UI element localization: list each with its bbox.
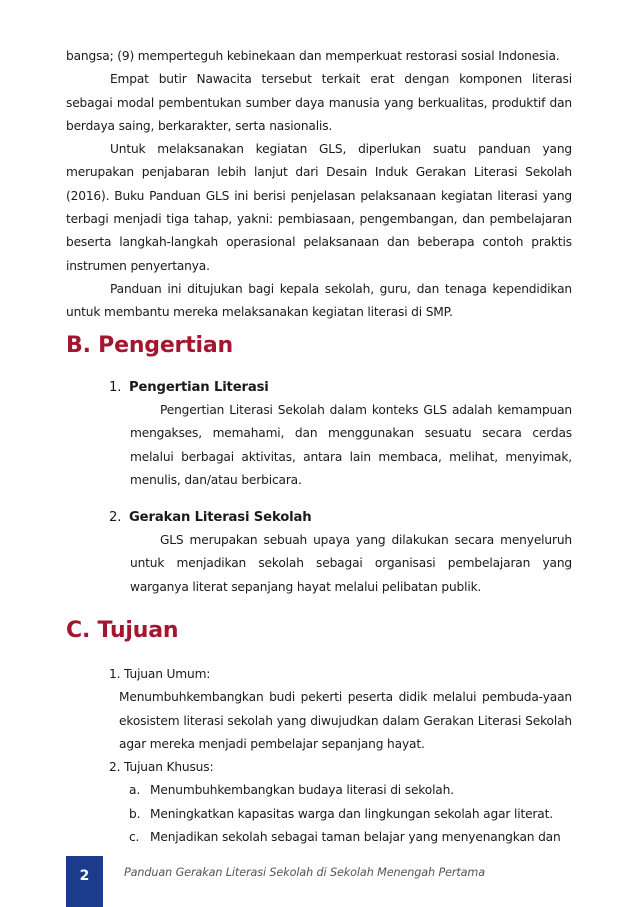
intro-text <box>66 45 572 325</box>
subsection-body-literasi: Pengertian Literasi Sekolah dalam konteks GLS adalah kemampuan mengakses, memahami, dan menggunakan sesuatu secara cerdas melalui berbagai aktivitas, antara lain membaca, melihat, menyimak, menulis, dan/atau berbicara. <box>130 403 572 487</box>
general-goal-title: 1. Tujuan Umum: <box>109 667 211 681</box>
subsection-body-gls: GLS merupakan sebuah upaya yang dilakukan secara menyeluruh untuk menjadikan sekolah sebagai organisasi pembelajaran yang warganya literat sepanjang hayat melalui pelibatan publik. <box>130 533 572 594</box>
intro-paragraph-3: Untuk melaksanakan kegiatan GLS, diperlukan suatu panduan yang merupakan penjabaran lebih lanjut dari Desain Induk Gerakan Literasi Sekolah (2016). Buku Panduan GLS ini berisi penjelasan pelaksanaan kegiatan literasi yang terbagi menjadi tiga tahap, yakni: pembiasaan, pengembangan, dan pembelajaran beserta langkah-langkah operasional pelaksanaan dan beberapa contoh praktis instrumen penyertanya. <box>66 142 572 273</box>
page-number: 2 <box>79 868 90 884</box>
intro-paragraph-2: Empat butir Nawacita tersebut terkait erat dengan komponen literasi sebagai modal pembentukan sumber daya manusia yang berkualitas, produktif dan berdaya saing, berkarakter, serta nasionalis. <box>66 72 572 133</box>
list-item-letter: a. <box>129 783 141 798</box>
subsection-title-literasi <box>109 376 572 399</box>
page-number-badge <box>66 856 103 907</box>
subsection-number: 2. <box>109 510 122 526</box>
list-item-text: Menumbuhkembangkan budaya literasi di sekolah. <box>150 783 454 798</box>
general-goal-body: Menumbuhkembangkan budi pekerti peserta didik melalui pembuda-yaan ekosistem literasi sekolah yang diwujudkan dalam Gerakan Literasi Sekolah agar mereka menjadi pembelajar sepanjang hayat. <box>119 690 572 751</box>
specific-goal-title: 2. Tujuan Khusus: <box>109 760 214 775</box>
list-item <box>129 779 572 802</box>
list-item <box>129 803 572 826</box>
subsection-title-gls <box>109 506 572 529</box>
subsection-title-text: Pengertian Literasi <box>129 380 269 395</box>
list-item-text: Meningkatkan kapasitas warga dan lingkungan sekolah agar literat. <box>150 806 553 821</box>
subsection-title-text: Gerakan Literasi Sekolah <box>129 510 312 526</box>
section-heading-tujuan: C. Tujuan <box>66 618 179 643</box>
list-item <box>129 826 572 849</box>
intro-paragraph-4: Panduan ini ditujukan bagi kepala sekolah, guru, dan tenaga kependidikan untuk membantu mereka melaksanakan kegiatan literasi di SMP. <box>66 281 572 320</box>
list-item-letter: b. <box>129 806 141 821</box>
list-item-text: Menjadikan sekolah sebagai taman belajar yang menyenangkan dan <box>150 830 561 845</box>
pengertian-list <box>109 376 572 599</box>
tujuan-list <box>109 663 572 849</box>
intro-paragraph-1: bangsa; (9) memperteguh kebinekaan dan memperkuat restorasi sosial Indonesia. <box>66 49 560 63</box>
subsection-number: 1. <box>109 380 122 395</box>
footer-title: Panduan Gerakan Literasi Sekolah di Sekolah Menengah Pertama <box>124 866 485 879</box>
section-heading-pengertian: B. Pengertian <box>66 333 233 358</box>
list-item-letter: c. <box>129 830 140 845</box>
